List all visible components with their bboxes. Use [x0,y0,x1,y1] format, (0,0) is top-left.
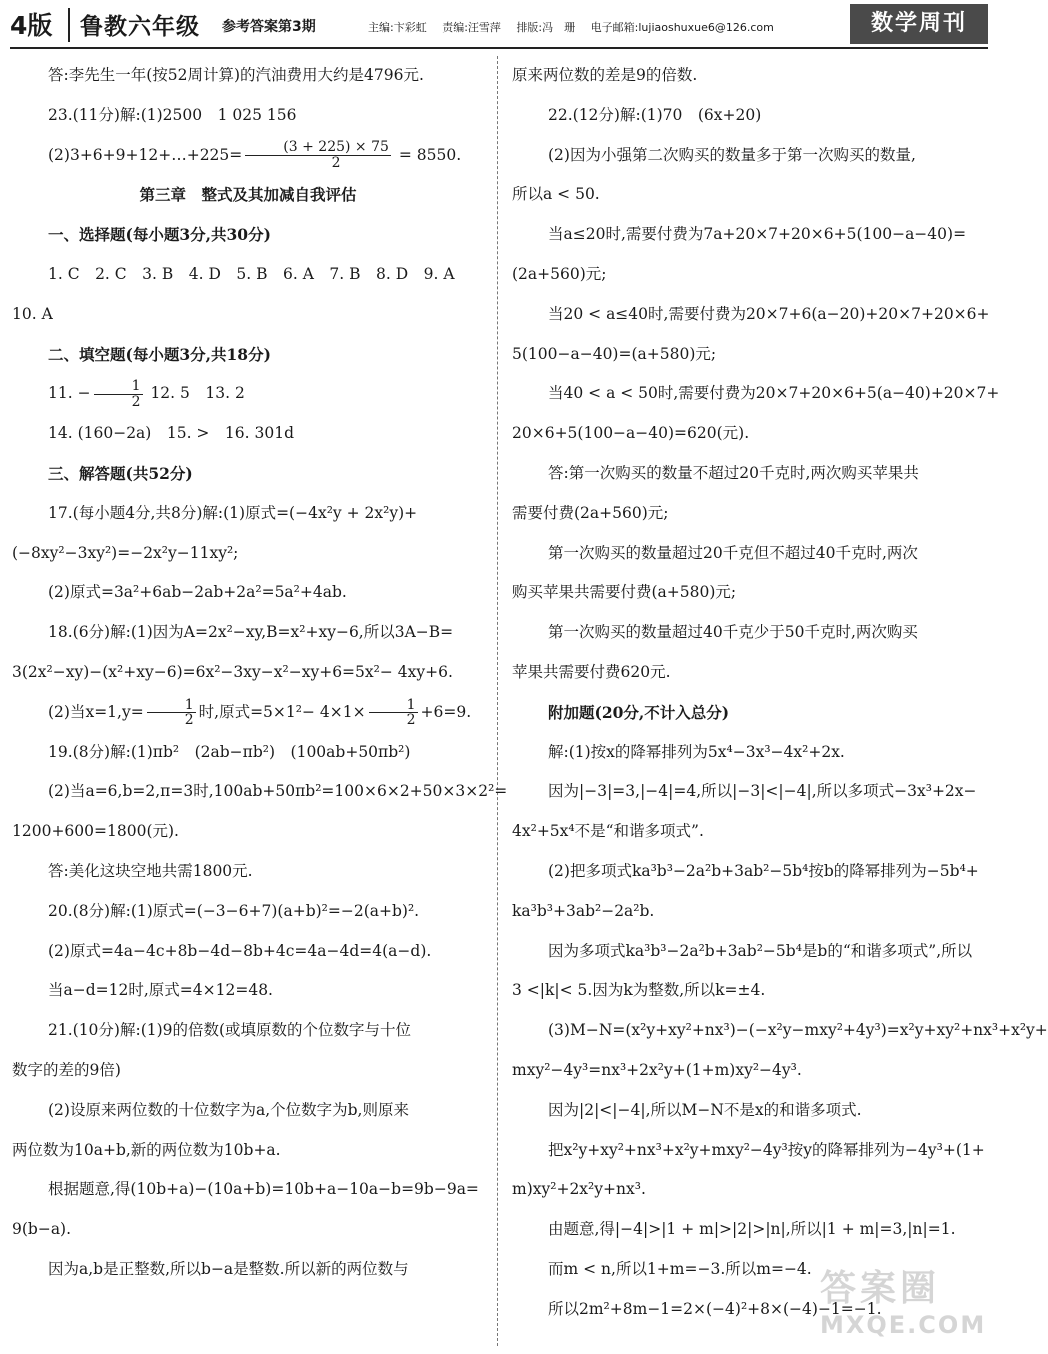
fraction-denominator: 2 [184,712,194,729]
credit-email: 电子邮箱:lujiaoshuxue6@126.com [590,21,774,34]
watermark-logo: 答案圈 [820,1268,941,1309]
left-column [12,56,508,1290]
text-line [12,374,484,414]
text-line: (2)因为小强第二次购买的数量多于第一次购买的数量, [548,145,916,164]
text-line: 17.(每小题4分,共8分)解:(1)原式=(−4x²y + 2x²y)+ [48,503,418,522]
text-line: 22.(12分)解:(1)70 (6x+20) [548,105,762,124]
equation-text: +6=9. [420,702,472,721]
text-line: 23.(11分)解:(1)2500 1 025 156 [48,105,297,124]
fraction-numerator: (3 + 225) × 75 [245,140,391,156]
text-line: 答:美化这块空地共需1800元. [48,861,253,880]
fraction [245,140,391,170]
equation-text: 时,原式=5×1²− 4×1× [198,702,366,721]
text-line: 当a≤20时,需要付费为7a+20×7+20×6+5(100−a−40)= [548,225,967,244]
fraction-denominator: 2 [331,155,341,172]
grade-title: 鲁教六年级 [80,14,200,40]
text-line: 3 <|k|< 5.因为k为整数,所以k=±4. [512,981,766,1000]
text-line: 原来两位数的差是9的倍数. [512,66,698,84]
text-line: 第一次购买的数量超过20千克但不超过40千克时,两次 [548,543,918,562]
text-line: ka³b³+3ab²−2a²b. [512,901,655,920]
text-line: m)xy²+2x²y+nx³. [512,1180,646,1199]
fraction-denominator: 2 [131,393,141,410]
text-line: (2a+560)元; [512,264,607,283]
page-header [0,0,1000,50]
text-line: (3)M−N=(x²y+xy²+nx³)−(−x²y−mxy²+4y³)=x²y+xy²+nx³+x²y+ [548,1021,1048,1040]
equation-text: 11. − [48,384,91,403]
text-line: 答:第一次购买的数量不超过20千克时,两次购买苹果共 [548,463,919,482]
text-line: 20×6+5(100−a−40)=620(元). [512,424,750,443]
text-line: mxy²−4y³=nx³+2x²y+(1+m)xy²−4y³. [512,1060,802,1079]
text-line: 由题意,得|−4|>|1 + m|>|2|>|n|,所以|1 + m|=3,|n|=1. [548,1220,956,1239]
text-line: (2)设原来两位数的十位数字为a,个位数字为b,则原来 [48,1100,409,1119]
header-rule [10,47,988,49]
text-line: 苹果共需要付费620元. [512,662,671,681]
brand-logo: 数学周刊 [850,4,988,44]
text-line: 第一次购买的数量超过40千克少于50千克时,两次购买 [548,623,918,642]
text-line: 把x²y+xy²+nx³+x²y+mxy²−4y³按y的降幂排列为−4y³+(1+ [548,1140,985,1159]
text-line: 答:李先生一年(按52周计算)的汽油费用大约是4796元. [48,66,424,84]
text-line: 因为|−3|=3,|−4|=4,所以|−3|<|−4|,所以多项式−3x³+2x− [548,782,977,801]
text-line: 14. (160−2a) 15. > 16. 301d [48,424,294,443]
text-line: (2)原式=4a−4c+8b−4d−8b+4c=4a−4d=4(a−d). [48,941,432,960]
text-line: 所以2m²+8m−1=2×(−4)²+8×(−4)−1=−1. [548,1299,882,1318]
text-line: (2)把多项式ka³b³−2a²b+3ab²−5b⁴按b的降幂排列为−5b⁴+ [548,861,979,880]
column-divider [497,56,499,1346]
text-line: 3(2x²−xy)−(x²+xy−6)=6x²−3xy−x²−xy+6=5x²− 4xy+6. [12,662,453,681]
credit-editor: 主编:卞彩虹 [368,21,427,34]
text-line: 数字的差的9倍) [12,1060,121,1079]
text-line: 所以a < 50. [512,185,600,204]
text-line: 5(100−a−40)=(a+580)元; [512,344,717,363]
text-line: 需要付费(2a+560)元; [512,503,669,522]
text-line: 21.(10分)解:(1)9的倍数(或填原数的个位数字与十位 [48,1021,412,1040]
fraction [147,698,196,728]
subsection-heading: 附加题(20分,不计入总分) [548,702,730,722]
watermark-url: MXQE.COM [820,1311,987,1339]
text-line: 解:(1)按x的降幂排列为5x⁴−3x³−4x²+2x. [548,742,845,761]
fraction-numerator: 1 [369,698,418,714]
text-line: 10. A [12,304,53,323]
text-line [12,693,484,733]
text-line [12,136,484,176]
text-line: 根据题意,得(10b+a)−(10a+b)=10b+a−10a−b=9b−9a= [48,1180,479,1199]
text-line: 1200+600=1800(元). [12,822,179,841]
text-line: 当40 < a < 50时,需要付费为20×7+20×6+5(a−40)+20×7+ [548,384,1000,403]
text-line: 18.(6分)解:(1)因为A=2x²−xy,B=x²+xy−6,所以3A−B= [48,623,454,642]
equation-text: = 8550. [398,145,462,164]
text-line: (−8xy²−3xy²)=−2x²y−11xy²; [12,543,239,562]
text-line: 当a−d=12时,原式=4×12=48. [48,981,273,1000]
text-line: 当20 < a≤40时,需要付费为20×7+6(a−20)+20×7+20×6+ [548,304,990,323]
fraction [94,379,143,409]
right-column [512,56,1048,1330]
text-line: 1. C 2. C 3. B 4. D 5. B 6. A 7. B 8. D 9. A [48,264,455,283]
equation-text: (2)当x=1,y= [48,702,144,721]
subsection-heading: 二、填空题(每小题3分,共18分) [48,344,271,364]
equation-text: (2)3+6+9+12+…+225= [48,145,243,164]
text-line: 9(b−a). [12,1220,72,1239]
credit-layout: 排版:冯 珊 [516,21,576,34]
text-line: (2)当a=6,b=2,π=3时,100ab+50πb²=100×6×2+50×3×2²= [48,782,508,801]
text-line: 而m < n,所以1+m=−3.所以m=−4. [548,1259,812,1278]
text-line: 20.(8分)解:(1)原式=(−3−6+7)(a+b)²=−2(a+b)². [48,901,420,920]
fraction-denominator: 2 [406,712,416,729]
equation-text: 12. 5 13. 2 [150,384,245,403]
header-separator [68,8,70,42]
text-line: 4x²+5x⁴不是“和谐多项式”. [512,822,704,841]
text-line: 购买苹果共需要付费(a+580)元; [512,583,737,602]
credit-duty-editor: 责编:汪雪萍 [442,21,501,34]
text-line: 因为a,b是正整数,所以b−a是整数.所以新的两位数与 [48,1259,409,1278]
fraction-numerator: 1 [94,379,143,395]
text-line: 因为|2|<|−4|,所以M−N不是x的和谐多项式. [548,1100,862,1119]
fraction-numerator: 1 [147,698,196,714]
fraction [369,698,418,728]
subsection-heading: 一、选择题(每小题3分,共30分) [48,225,271,245]
credits [368,19,786,35]
text-line: 19.(8分)解:(1)πb² (2ab−πb²) (100ab+50πb²) [48,742,411,761]
issue-label: 参考答案第3期 [222,19,316,35]
text-line: 因为多项式ka³b³−2a²b+3ab²−5b⁴是b的“和谐多项式”,所以 [548,941,973,960]
text-line: 两位数为10a+b,新的两位数为10b+a. [12,1140,281,1159]
text-line: (2)原式=3a²+6ab−2ab+2a²=5a²+4ab. [48,583,347,602]
section-heading: 第三章 整式及其加减自我评估 [139,185,357,205]
edition-label: 4版 [10,11,53,40]
subsection-heading: 三、解答题(共52分) [48,463,193,483]
watermark [820,1260,990,1350]
